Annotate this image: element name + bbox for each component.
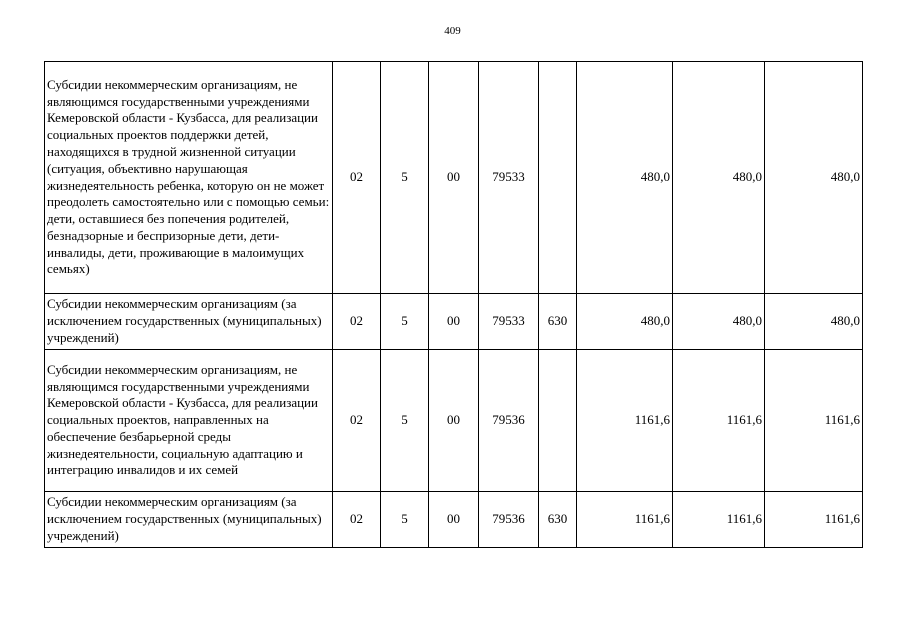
code-3: 00 — [429, 350, 479, 492]
code-5 — [539, 350, 577, 492]
row-description: Субсидии некоммерческим организациям (за исключением государственных (муниципальных) учреждений) — [45, 294, 333, 350]
amount-3: 480,0 — [765, 62, 863, 294]
amount-1: 480,0 — [577, 294, 673, 350]
code-5 — [539, 62, 577, 294]
code-3: 00 — [429, 62, 479, 294]
budget-table — [44, 61, 863, 548]
code-2: 5 — [381, 294, 429, 350]
amount-2: 480,0 — [673, 62, 765, 294]
row-description: Субсидии некоммерческим организациям (за исключением государственных (муниципальных) учреждений) — [45, 492, 333, 548]
amount-3: 1161,6 — [765, 350, 863, 492]
amount-3: 1161,6 — [765, 492, 863, 548]
amount-2: 1161,6 — [673, 492, 765, 548]
code-4: 79536 — [479, 492, 539, 548]
code-2: 5 — [381, 492, 429, 548]
amount-1: 1161,6 — [577, 492, 673, 548]
row-description: Субсидии некоммерческим организациям, не являющимся государственными учреждениями Кемеровской области - Кузбасса, для реализации социальных проектов поддержки детей, находящихся в трудной жизненной ситуации (ситуация, объективно нарушающая жизнедеятельность ребенка, которую он не может преодолеть самостоятельно или с помощью семьи: дети, оставшиеся без попечения родителей, безнадзорные и беспризорные дети, дети-инвалиды, дети, проживающие в малоимущих семьях) — [45, 62, 333, 294]
page-number: 409 — [444, 25, 461, 37]
amount-1: 480,0 — [577, 62, 673, 294]
code-3: 00 — [429, 492, 479, 548]
table-row — [45, 62, 863, 294]
code-4: 79536 — [479, 350, 539, 492]
code-1: 02 — [333, 62, 381, 294]
code-2: 5 — [381, 62, 429, 294]
amount-1: 1161,6 — [577, 350, 673, 492]
code-3: 00 — [429, 294, 479, 350]
code-1: 02 — [333, 492, 381, 548]
code-1: 02 — [333, 350, 381, 492]
code-5: 630 — [539, 294, 577, 350]
code-5: 630 — [539, 492, 577, 548]
table-row — [45, 294, 863, 350]
amount-3: 480,0 — [765, 294, 863, 350]
code-1: 02 — [333, 294, 381, 350]
amount-2: 480,0 — [673, 294, 765, 350]
amount-2: 1161,6 — [673, 350, 765, 492]
code-4: 79533 — [479, 62, 539, 294]
table-row — [45, 350, 863, 492]
code-2: 5 — [381, 350, 429, 492]
row-description: Субсидии некоммерческим организациям, не являющимся государственными учреждениями Кемеровской области - Кузбасса, для реализации социальных проектов, направленных на обеспечение безбарьерной среды жизнедеятельности, социальную адаптацию и интеграцию инвалидов и их семей — [45, 350, 333, 492]
code-4: 79533 — [479, 294, 539, 350]
table-row — [45, 492, 863, 548]
